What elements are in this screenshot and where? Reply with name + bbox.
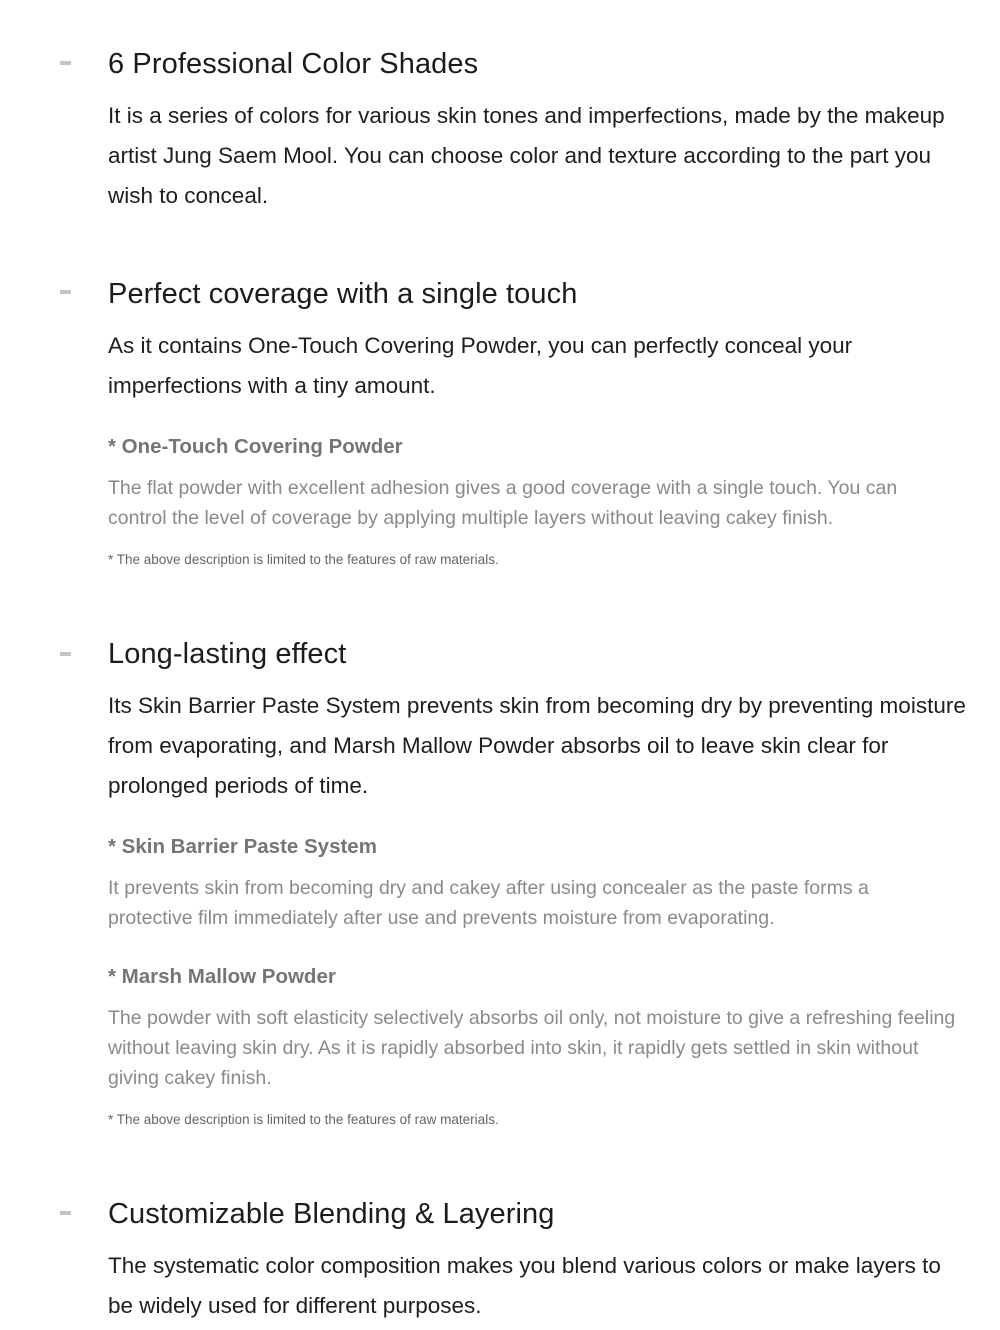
ingredient-description: The powder with soft elasticity selectively absorbs oil only, not moisture to give a refreshing feeling without leaving skin dry. As it is rapidly absorbed into skin, it rapidly gets settled in skin without giving cakey finish. [108, 1007, 956, 1089]
section-heading: Perfect coverage with a single touch [108, 278, 578, 310]
bullet-dash [60, 61, 71, 65]
disclaimer-note: * The above description is limited to the features of raw materials. [108, 1112, 499, 1127]
section-heading: Long-lasting effect [108, 638, 347, 670]
ingredient-title: * Skin Barrier Paste System [108, 835, 377, 858]
bullet-dash [60, 290, 71, 294]
bullet-dash [60, 652, 71, 656]
section-body: The systematic color composition makes you blend various colors or make layers to be widely used for different purposes. [108, 1253, 941, 1318]
section-body: As it contains One-Touch Covering Powder, you can perfectly conceal your imperfections with a tiny amount. [108, 333, 853, 398]
ingredient-description: The flat powder with excellent adhesion gives a good coverage with a single touch. You can control the level of coverage by applying multiple layers without leaving cakey finish. [108, 477, 898, 529]
ingredient-title: * Marsh Mallow Powder [108, 965, 336, 988]
ingredient-title: * One-Touch Covering Powder [108, 435, 403, 458]
section-body: It is a series of colors for various skin tones and imperfections, made by the makeup artist Jung Saem Mool. You can choose color and texture according to the part you wish to conceal. [108, 103, 945, 208]
disclaimer-note: * The above description is limited to the features of raw materials. [108, 552, 499, 567]
section-heading: 6 Professional Color Shades [108, 48, 479, 80]
ingredient-description: It prevents skin from becoming dry and cakey after using concealer as the paste forms a protective film immediately after use and prevents moisture from evaporating. [108, 877, 869, 929]
section-body: Its Skin Barrier Paste System prevents skin from becoming dry by preventing moisture from evaporating, and Marsh Mallow Powder absorbs oil to leave skin clear for prolonged periods of time. [108, 693, 966, 798]
section-heading: Customizable Blending & Layering [108, 1198, 555, 1230]
bullet-dash [60, 1211, 71, 1215]
